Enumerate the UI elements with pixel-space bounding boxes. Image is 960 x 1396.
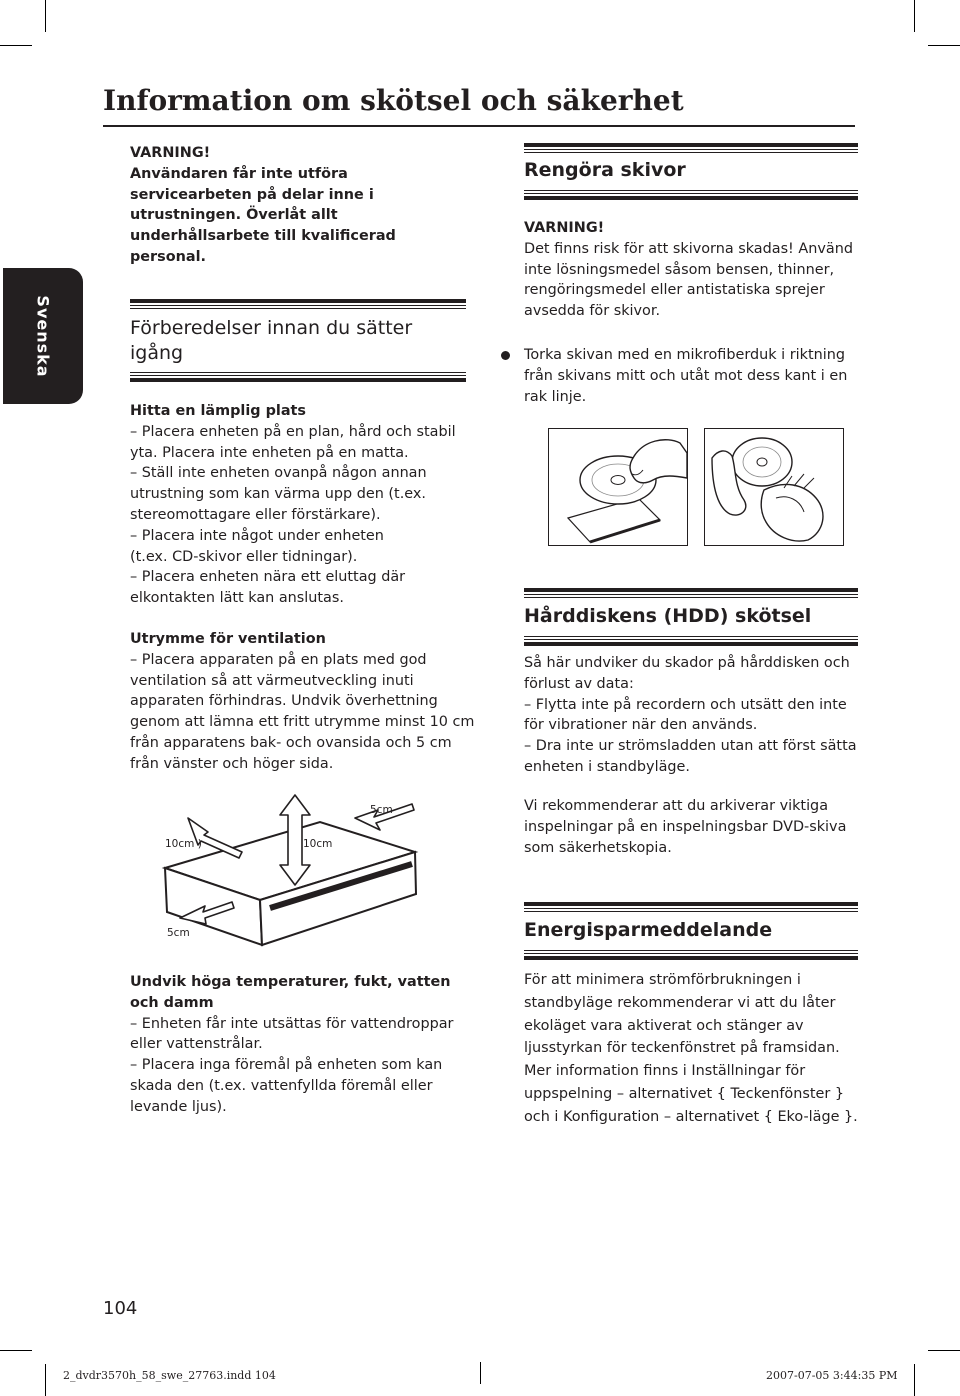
page-number: 104: [103, 1298, 138, 1319]
crop-mark: [0, 1350, 32, 1351]
hdd-rule-bottom: [524, 636, 858, 646]
page-title: Information om skötsel och säkerhet: [103, 84, 684, 117]
discs-rule-bottom: [524, 190, 858, 200]
disc-cleaning-illustration-2: [704, 428, 844, 546]
left-warning: VARNING! Användaren får inte utföra servicearbeten på delar inne i utrustningen. Överlåt allt underhållsarbete till kvalificerad personal.: [130, 143, 470, 268]
discs-rule-top: [524, 143, 858, 153]
ventilation-heading: Utrymme för ventilation: [130, 631, 326, 647]
ventilation-diagram: [150, 790, 450, 950]
hdd-recommendation: Vi rekommenderar att du arkiverar viktiga inspelningar på en inspelningsbar DVD-skiva som säkerhetskopia.: [524, 798, 847, 856]
bullet-icon: [501, 351, 510, 360]
crop-mark: [914, 0, 915, 32]
crop-mark: [0, 45, 32, 46]
hdd-heading: Hårddiskens (HDD) skötsel: [524, 605, 812, 627]
crop-mark: [928, 1350, 960, 1351]
energy-rule-bottom: [524, 950, 858, 960]
title-rule: [103, 125, 855, 127]
footer-datetime: 2007-07-05 3:44:35 PM: [766, 1369, 898, 1382]
temperature-section: Undvik höga temperaturer, fukt, vatten och damm – Enheten får inte utsättas för vattendroppar eller vattenstrålar. – Placera inga föremål på enheten som kan skada den (t.ex. vattenfyllda föremål eller levande ljus).: [130, 974, 454, 1115]
crop-mark: [45, 1364, 46, 1396]
language-tab: [3, 268, 83, 404]
ventilation-section: Utrymme för ventilation – Placera apparaten på en plats med god ventilation så att värmeutveckling inuti apparaten förhindras. Undvik överhettning genom att lämna ett fritt utrymme minst 10 cm från apparatens bak- och ovansida och 5 cm från vänster och höger sida.: [130, 631, 475, 772]
placement-heading: Hitta en lämplig plats: [130, 403, 306, 419]
section-rule-top: [130, 299, 466, 309]
hdd-text: Så här undviker du skador på hårddisken och förlust av data: – Flytta inte på recordern och utsätt den inte för vibrationer när den används. – Dra inte ur strömsladden utan att först sätta enheten i standbyläge.: [524, 655, 857, 775]
label-right-5cm: 5cm: [370, 804, 393, 816]
discs-heading: Rengöra skivor: [524, 159, 686, 181]
discs-warning: VARNING! Det finns risk för att skivorna skadas! Använd inte lösningsmedel såsom bensen, thinner, rengöringsmedel eller antistatiska sprejer avsedda för skivor.: [524, 218, 864, 322]
language-tab-label: Svenska: [33, 294, 53, 378]
section-heading-preparations: Förberedelser innan du sätter igång: [130, 317, 413, 364]
disc-cleaning-illustration-1: [548, 428, 688, 546]
energy-text: För att minimera strömförbrukningen i standbyläge rekommenderar vi att du låter ekoläget vara aktiverat och stänger av ljusstyrkan för teckenfönstret på framsidan. Mer information finns i Inställningar för uppspelning – alternativet { Teckenfönster } och i Konfiguration – alternativet { Eko-läge }.: [524, 972, 858, 1125]
discs-warning-label: VARNING!: [524, 220, 605, 236]
section-rule-bottom: [130, 372, 466, 382]
label-bottom-5cm: 5cm: [167, 927, 190, 939]
footer-divider: [480, 1362, 481, 1384]
crop-mark: [928, 45, 960, 46]
discs-bullet-text: Torka skivan med en mikrofiberduk i riktning från skivans mitt och utåt mot dess kant i en rak linje.: [524, 347, 848, 405]
energy-heading: Energisparmeddelande: [524, 919, 773, 941]
energy-rule-top: [524, 902, 858, 912]
label-top-10cm: 10cm: [303, 838, 333, 850]
hdd-rule-top: [524, 588, 858, 598]
placement-section: Hitta en lämplig plats – Placera enheten på en plan, hård och stabil yta. Placera inte enheten på en matta. – Ställ inte enheten ovanpå någon annan utrustning som kan värma upp den (t.ex. stereomottagare eller förstärkare). – Placera inte något under enheten (t.ex. CD-skivor eller tidningar). – Placera enheten nära ett eluttag där elkontakten lätt kan anslutas.: [130, 401, 475, 609]
crop-mark: [45, 0, 46, 32]
crop-mark: [914, 1364, 915, 1396]
footer-file: 2_dvdr3570h_58_swe_27763.indd 104: [63, 1369, 276, 1382]
warning-label: VARNING!: [130, 145, 211, 161]
label-left-10cm: 10cm ): [165, 838, 202, 850]
